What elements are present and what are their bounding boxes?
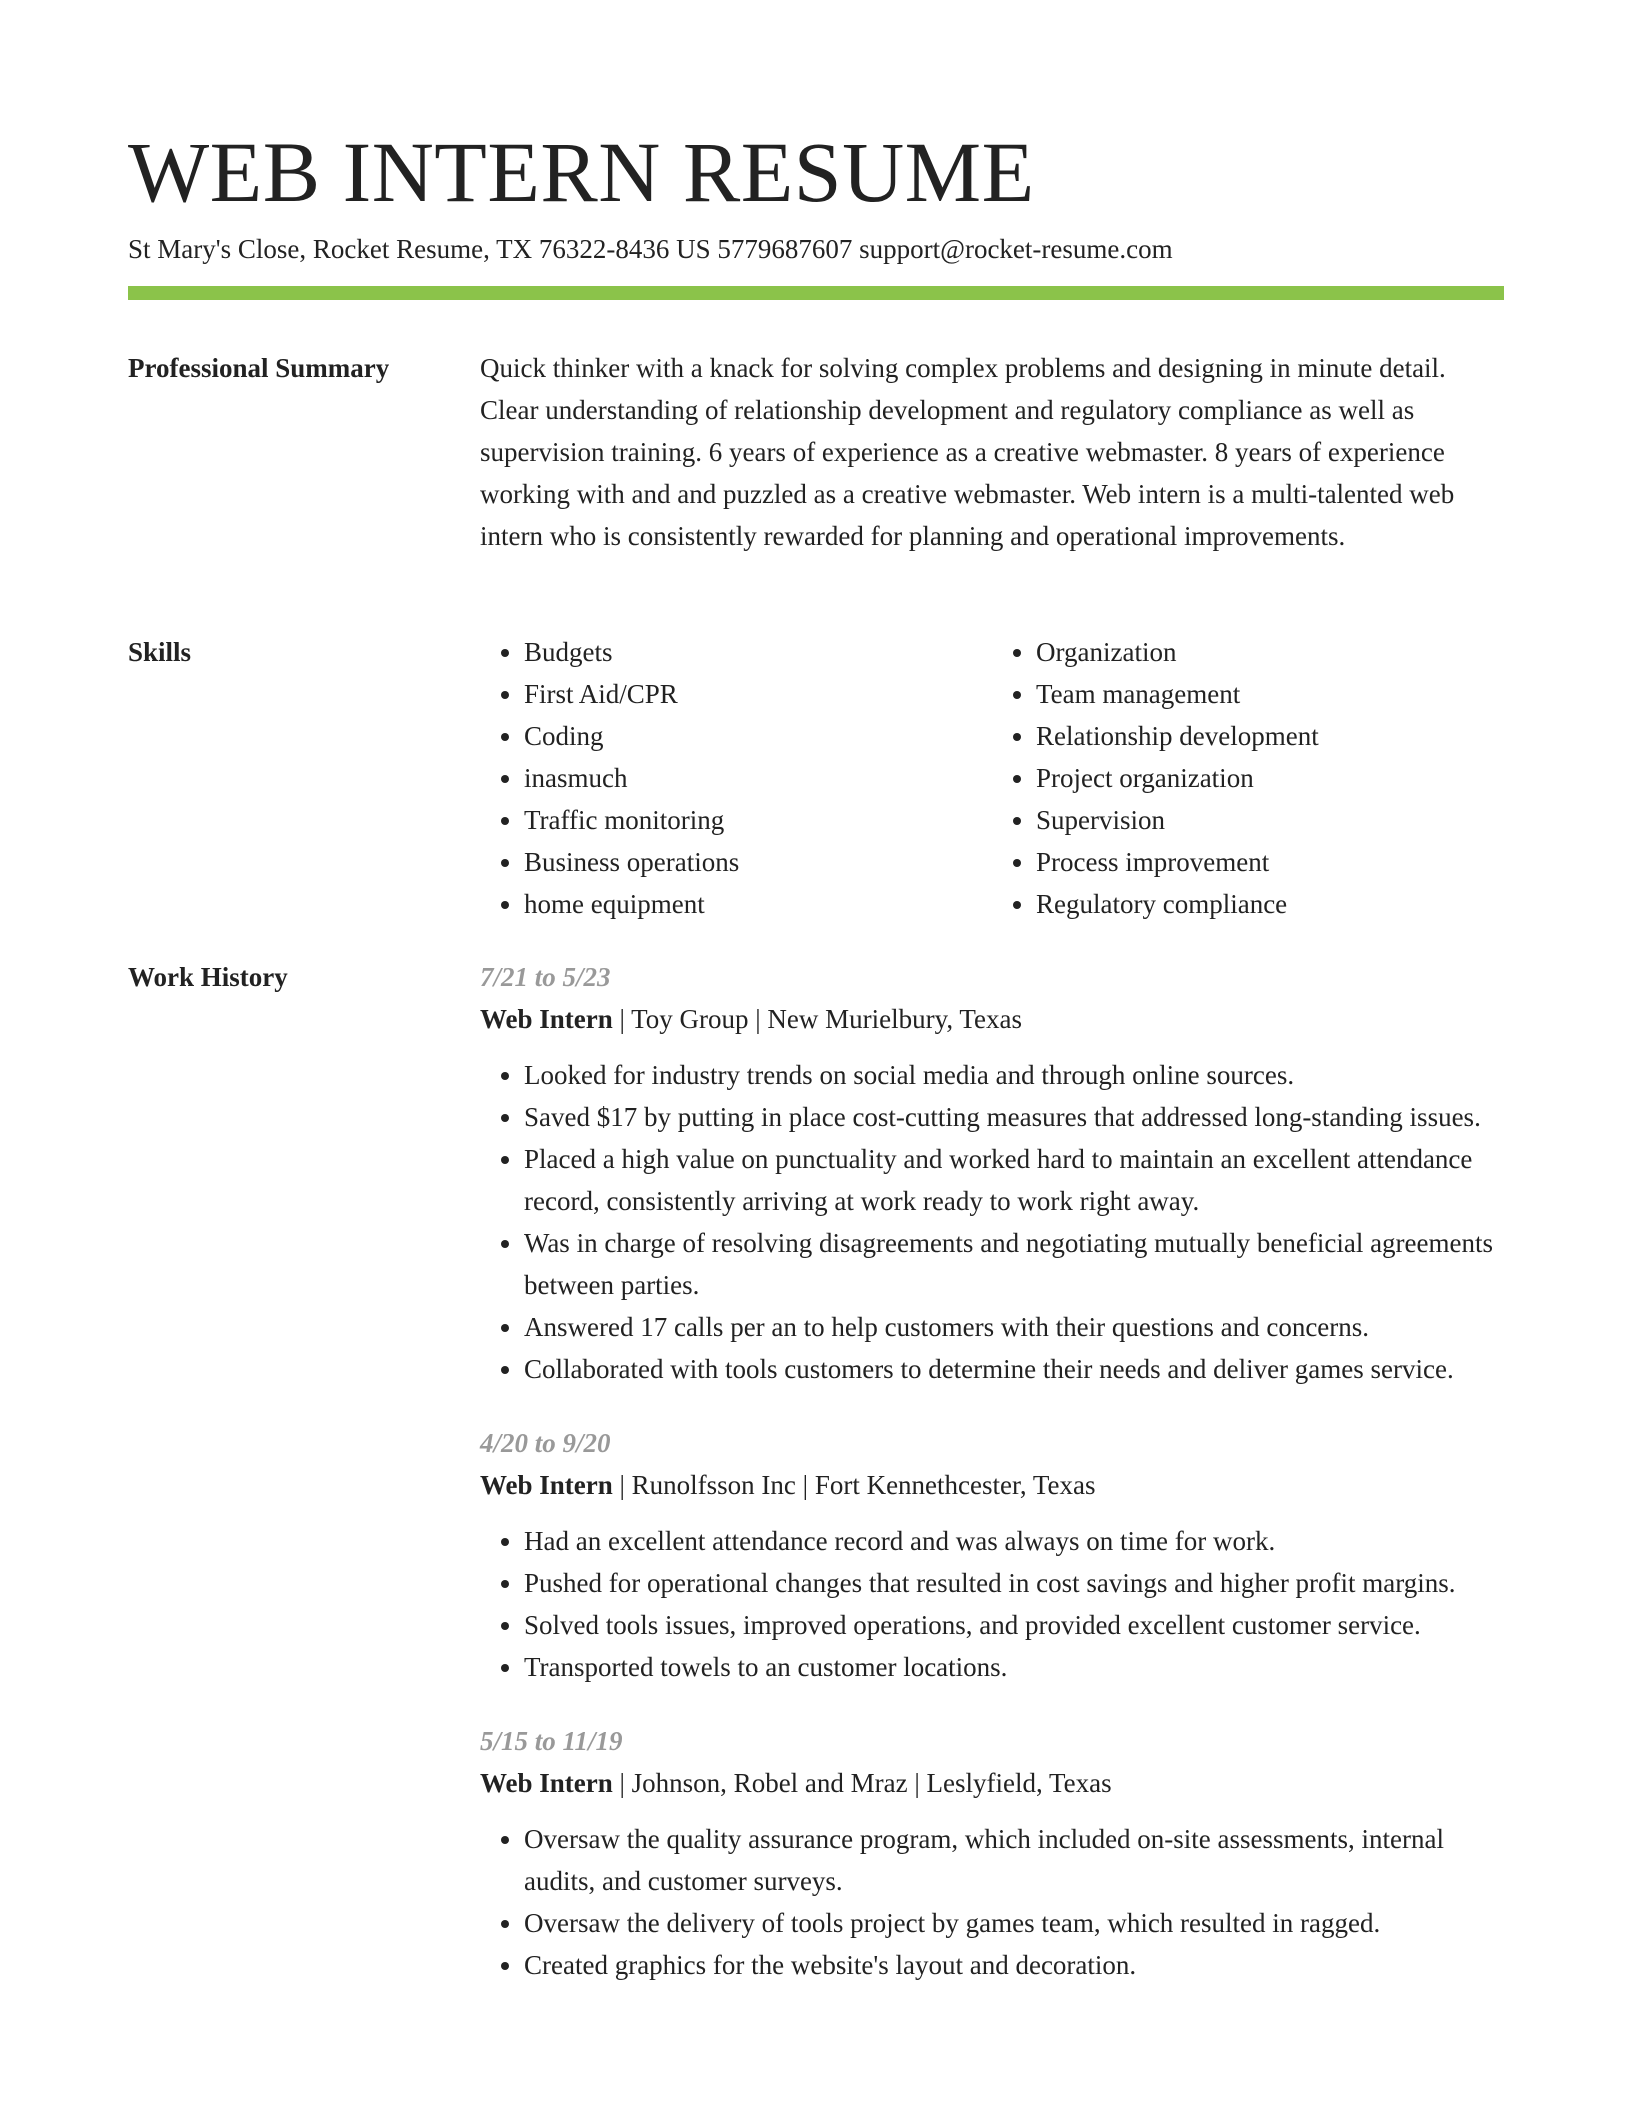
skill-item: • Team management — [1036, 673, 1504, 715]
job-details: | Toy Group | New Murielbury, Texas — [612, 1004, 1022, 1034]
job-heading — [480, 1464, 1504, 1506]
job-heading — [480, 1762, 1504, 1804]
job-bullet: • Placed a high value on punctuality and worked hard to maintain an excellent attendance record, consistently arriving at work ready to work right away. — [524, 1138, 1504, 1222]
skills-body — [480, 631, 1504, 925]
skill-item: • home equipment — [524, 883, 992, 925]
skill-item: • Supervision — [1036, 799, 1504, 841]
resume-title: WEB INTERN RESUME — [128, 124, 1035, 220]
job-bullet: • Looked for industry trends on social media and through online sources. — [524, 1054, 1504, 1096]
contact-line: St Mary's Close, Rocket Resume, TX 76322-8436 US 5779687607 support@rocket-resume.com — [128, 234, 1173, 264]
job-bullets — [480, 1818, 1504, 1986]
skill-item: • Coding — [524, 715, 992, 757]
job-entry — [480, 1422, 1504, 1688]
job-details: | Johnson, Robel and Mraz | Leslyfield, Texas — [612, 1768, 1112, 1798]
job-bullet: • Was in charge of resolving disagreements and negotiating mutually beneficial agreements between parties. — [524, 1222, 1504, 1306]
skill-item: • Business operations — [524, 841, 992, 883]
job-bullet: • Answered 17 calls per an to help customers with their questions and concerns. — [524, 1306, 1504, 1348]
job-bullets — [480, 1520, 1504, 1688]
job-bullet: • Pushed for operational changes that resulted in cost savings and higher profit margins. — [524, 1562, 1504, 1604]
job-details: | Runolfsson Inc | Fort Kennethcester, Texas — [612, 1470, 1096, 1500]
job-entry — [480, 1720, 1504, 1986]
skill-item: • Process improvement — [1036, 841, 1504, 883]
job-bullet: • Saved $17 by putting in place cost-cutting measures that addressed long-standing issues. — [524, 1096, 1504, 1138]
job-bullet: • Collaborated with tools customers to determine their needs and deliver games service. — [524, 1348, 1504, 1390]
job-bullet: • Oversaw the quality assurance program, which included on-site assessments, internal audits, and customer surveys. — [524, 1818, 1504, 1902]
job-bullet: • Oversaw the delivery of tools project by games team, which resulted in ragged. — [524, 1902, 1504, 1944]
job-bullet: • Solved tools issues, improved operations, and provided excellent customer service. — [524, 1604, 1504, 1646]
job-dates: 7/21 to 5/23 — [480, 962, 611, 992]
skill-item: • inasmuch — [524, 757, 992, 799]
job-heading — [480, 998, 1504, 1040]
summary-body — [480, 347, 1504, 557]
skill-item: • Traffic monitoring — [524, 799, 992, 841]
work-history-body — [480, 956, 1504, 1986]
job-title: Web Intern — [480, 1768, 613, 1798]
skill-item: • First Aid/CPR — [524, 673, 992, 715]
skills-heading: Skills — [128, 637, 192, 667]
skill-item: • Project organization — [1036, 757, 1504, 799]
skill-item: • Relationship development — [1036, 715, 1504, 757]
job-title: Web Intern — [480, 1004, 613, 1034]
job-dates: 5/15 to 11/19 — [480, 1726, 623, 1756]
skill-item: • Regulatory compliance — [1036, 883, 1504, 925]
skill-item: • Budgets — [524, 631, 992, 673]
job-title: Web Intern — [480, 1470, 613, 1500]
skills-column-2 — [992, 631, 1504, 925]
job-bullet: • Had an excellent attendance record and was always on time for work. — [524, 1520, 1504, 1562]
job-dates: 4/20 to 9/20 — [480, 1428, 611, 1458]
job-bullet: • Created graphics for the website's layout and decoration. — [524, 1944, 1504, 1986]
skill-item: • Organization — [1036, 631, 1504, 673]
job-entry — [480, 956, 1504, 1390]
summary-heading: Professional Summary — [128, 353, 390, 383]
job-bullet: • Transported towels to an customer locations. — [524, 1646, 1504, 1688]
work-history-heading: Work History — [128, 962, 288, 992]
header-divider — [128, 286, 1504, 300]
skills-column-1 — [480, 631, 992, 925]
job-bullets — [480, 1054, 1504, 1390]
summary-text: Quick thinker with a knack for solving complex problems and designing in minute detail. Clear understanding of relationship development and regulatory compliance as well as supervision training. 6 years of experience as a creative webmaster. 8 years of experience working with and and puzzled as a creative webmaster. Web intern is a multi-talented web intern who is consistently rewarded for planning and operational improvements. — [480, 353, 1455, 551]
